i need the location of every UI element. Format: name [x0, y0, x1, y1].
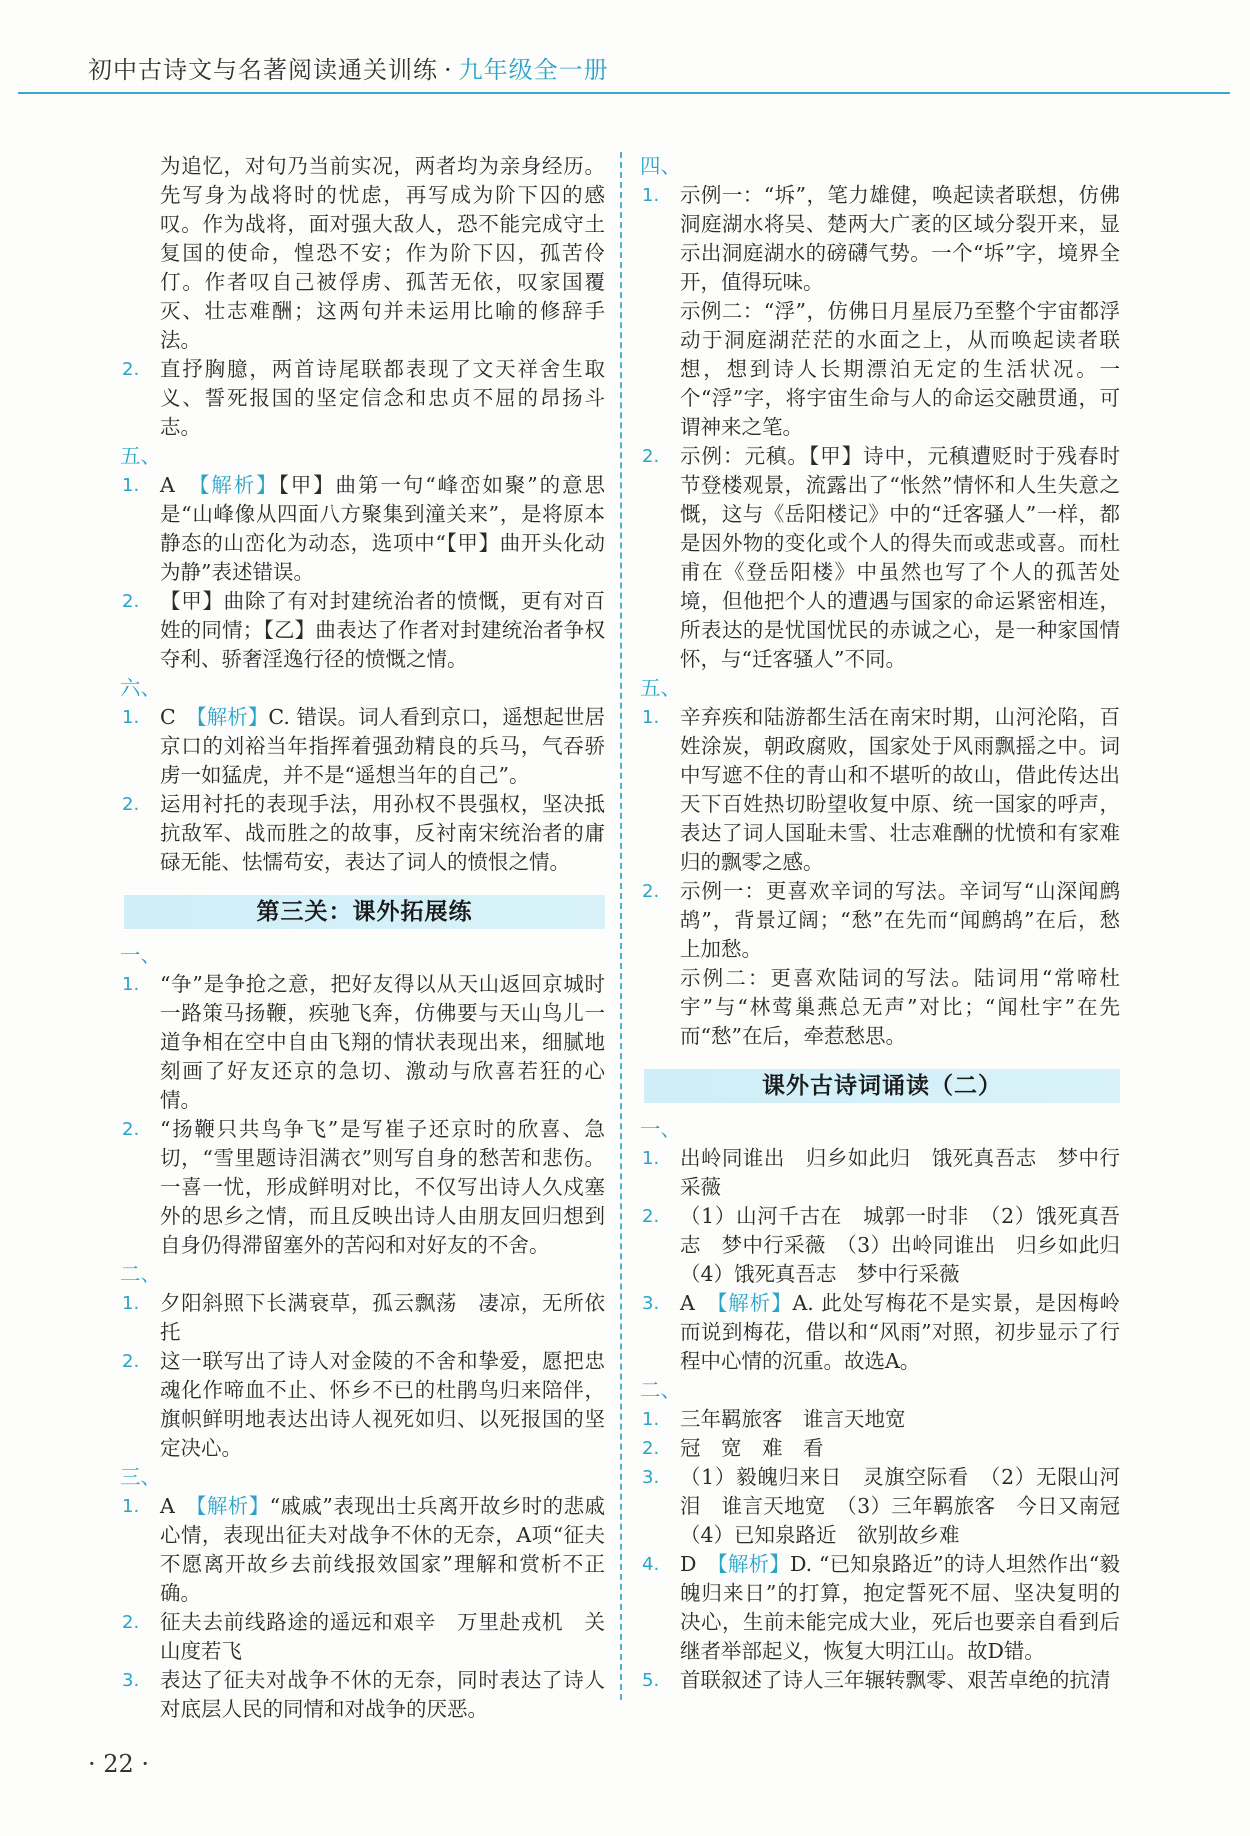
answer-text: C. 错误。词人看到京口，遥想起世居京口的刘裕当年指挥着强劲精良的兵马，气吞骄虏一如猛虎，并不是“遥想当年的自己”。 [160, 705, 606, 787]
answer-choice: C [160, 705, 197, 729]
answer-text: 这一联写出了诗人对金陵的不舍和挚爱，愿把忠魂化作啼血不止、怀乡不已的杜鹃鸟归来陪伴，旗帜鲜明地表达出诗人视死如归、以死报国的坚定决心。 [160, 1349, 605, 1460]
list-item [120, 703, 605, 790]
section-heading: 五、 [120, 444, 161, 468]
answer-text: 表达了征夫对战争不休的无奈，同时表达了诗人对底层人民的同情和对战争的厌恶。 [160, 1668, 605, 1721]
page-header [88, 52, 1218, 92]
answer-example: 示例二：“浮”，仿佛日月星辰乃至整个宇宙都浮动于洞庭湖茫茫的水面之上，从而唤起读者联想，想到诗人长期漂泊无定的生活状况。一个“浮”字，将宇宙生命与人的命运交融贯通，可谓神来之笔。 [680, 299, 1120, 439]
list-item [640, 703, 1120, 877]
continued-paragraph: 为追忆，对句乃当前实况，两者均为亲身经历。先写身为战将时的忧虑，再写成为阶下囚的感叹。作为战将，面对强大敌人，恐不能完成守土复国的使命，惶恐不安；作为阶下囚，孤苦伶仃。作者叹自己被俘虏、孤苦无依，叹家国覆灭、壮志难酬；这两句并未运用比喻的修辞手法。 [160, 154, 605, 352]
item-number: 2. [642, 881, 660, 902]
item-number: 2. [642, 1438, 660, 1459]
answer-choice: A [160, 1494, 197, 1518]
section-heading: 二、 [120, 1262, 161, 1286]
item-number: 1. [122, 974, 140, 995]
item-number: 3. [642, 1467, 660, 1488]
list-item [120, 1347, 605, 1463]
section-heading: 一、 [640, 1117, 681, 1141]
answer-text: （1）山河千古在 城郭一时非 （2）饿死真吾志 梦中行采薇 （3）出岭同谁出 归乡如此归 （4）饿死真吾志 梦中行采薇 [680, 1204, 1141, 1286]
list-item [640, 877, 1120, 964]
list-item [120, 970, 605, 1115]
answer-text: 三年羁旅客 谁言天地宽 [680, 1407, 906, 1431]
answer-text: 夕阳斜照下长满衰草，孤云飘荡 凄凉，无所依托 [160, 1291, 605, 1344]
list-item [120, 1608, 605, 1666]
list-item [640, 1144, 1120, 1202]
list-item [120, 1666, 605, 1724]
answer-text: 首联叙述了诗人三年辗转飘零、艰苦卓绝的抗清 [680, 1668, 1111, 1692]
answer-choice: D [680, 1552, 718, 1576]
answer-text: 示例一：更喜欢辛词的写法。辛词写“山深闻鹧鸪”，背景辽阔；“愁”在先而“闻鹧鸪”在后，愁上加愁。 [680, 879, 1120, 961]
section-banner: 课外古诗词诵读（二） [644, 1069, 1120, 1103]
item-number: 1. [642, 1148, 660, 1169]
item-number: 2. [642, 1206, 660, 1227]
item-number: 1. [122, 475, 140, 496]
answer-text: 直抒胸臆，两首诗尾联都表现了文天祥舍生取义、誓死报国的坚定信念和忠贞不屈的昂扬斗志。 [160, 357, 605, 439]
list-item [640, 1405, 1120, 1434]
section-heading: 三、 [120, 1465, 161, 1489]
grade-label: 九年级全一册 [458, 56, 609, 84]
list-item [120, 1492, 605, 1608]
section-heading: 一、 [120, 943, 161, 967]
list-item [120, 471, 605, 587]
list-item [640, 181, 1120, 297]
analysis-tag: 【解析】 [717, 1552, 790, 1576]
item-number: 1. [122, 1496, 140, 1517]
item-number: 1. [122, 1293, 140, 1314]
list-item [640, 1202, 1141, 1289]
header-dot: · [444, 56, 453, 84]
analysis-tag: 【解析】 [196, 705, 269, 729]
answer-text: “戚戚”表现出士兵离开故乡时的悲戚心情，表现出征夫对战争不休的无奈，A项“征夫不愿离开故乡去前线报效国家”理解和赏析不正确。 [160, 1494, 606, 1605]
list-item [640, 1463, 1141, 1550]
answer-text: 征夫去前线路途的遥远和艰辛 万里赴戎机 关山度若飞 [160, 1610, 605, 1663]
analysis-tag: 【解析】 [717, 1291, 793, 1315]
answer-text: 【甲】曲第一句“峰峦如聚”的意思是“山峰像从四面八方聚集到潼关来”，是将原本静态的山峦化为动态，选项中“【甲】曲开头化动为静”表述错误。 [160, 473, 605, 584]
item-number: 1. [642, 707, 660, 728]
right-column [640, 152, 1141, 1695]
book-title: 初中古诗文与名著阅读通关训练 [88, 56, 438, 84]
list-item [640, 1434, 1120, 1463]
item-number: 5. [642, 1670, 660, 1691]
answer-example: 示例二：更喜欢陆词的写法。陆词用“常啼杜宇”与“林莺巢燕总无声”对比；“闻杜宇”在先而“愁”在后，牵惹愁思。 [680, 966, 1120, 1048]
answer-text: 冠 宽 难 看 [680, 1436, 824, 1460]
section-heading: 六、 [120, 676, 161, 700]
item-number: 2. [122, 359, 140, 380]
item-number: 2. [122, 591, 140, 612]
item-number: 2. [642, 446, 660, 467]
item-number: 1. [642, 1409, 660, 1430]
answer-text: “争”是争抢之意，把好友得以从天山返回京城时一路策马扬鞭，疾驰飞奔，仿佛要与天山鸟儿一道争相在空中自由飞翔的情状表现出来，细腻地刻画了好友还京的急切、激动与欣喜若狂的心情。 [160, 972, 605, 1112]
item-number: 1. [642, 185, 660, 206]
list-item [120, 1115, 605, 1260]
answer-text: 出岭同谁出 归乡如此归 饿死真吾志 梦中行采薇 [680, 1146, 1120, 1199]
answer-choice: A [680, 1291, 718, 1315]
list-item [120, 587, 605, 674]
left-column [120, 152, 605, 1724]
answer-text: “扬鞭只共鸟争飞”是写崔子还京时的欣喜、急切，“雪里题诗泪满衣”则写自身的愁苦和悲伤。一喜一忧，形成鲜明对比，不仅写出诗人久戍塞外的思乡之情，而且反映出诗人由朋友回归想到自身仍得滞留塞外的苦闷和对好友的不舍。 [160, 1117, 605, 1257]
answer-choice: A [160, 473, 200, 497]
analysis-tag: 【解析】 [199, 473, 279, 497]
section-heading: 二、 [640, 1378, 681, 1402]
list-item [120, 355, 605, 442]
item-number: 2. [122, 1119, 140, 1140]
list-item [120, 1289, 605, 1347]
column-divider [620, 152, 622, 1700]
answer-text: D. “已知泉路近”的诗人坦然作出“毅魄归来日”的打算，抱定誓死不屈、坚决复明的决心，生前未能完成大业，死后也要亲自看到后继者举部起义，恢复大明江山。故D错。 [680, 1552, 1120, 1663]
answer-text: 【甲】曲除了有对封建统治者的愤慨，更有对百姓的同情；【乙】曲表达了作者对封建统治者争权夺利、骄奢淫逸行径的愤慨之情。 [160, 589, 605, 671]
item-number: 2. [122, 1351, 140, 1372]
item-number: 4. [642, 1554, 660, 1575]
answer-text: 示例一：“坼”，笔力雄健，唤起读者联想，仿佛洞庭湖水将吴、楚两大广袤的区域分裂开来，显示出洞庭湖水的磅礴气势。一个“坼”字，境界全开，值得玩味。 [680, 183, 1120, 294]
item-number: 2. [122, 1612, 140, 1633]
answer-text: （1）毅魄归来日 灵旗空际看 （2）无限山河泪 谁言天地宽 （3）三年羁旅客 今日又南冠 （4）已知泉路近 欲别故乡难 [680, 1465, 1141, 1547]
list-item [640, 1666, 1120, 1695]
section-banner: 第三关：课外拓展练 [124, 895, 605, 929]
page-number: · 22 · [88, 1750, 150, 1778]
item-number: 3. [642, 1293, 660, 1314]
section-heading: 五、 [640, 676, 681, 700]
answer-text: 辛弃疾和陆游都生活在南宋时期，山河沦陷，百姓涂炭，朝政腐败，国家处于风雨飘摇之中。词中写遮不住的青山和不堪听的故山，借此传达出天下百姓热切盼望收复中原、统一国家的呼声，表达了词人国耻未雪、壮志难酬的忧愤和有家难归的飘零之感。 [680, 705, 1120, 874]
item-number: 2. [122, 794, 140, 815]
list-item [640, 442, 1120, 674]
analysis-tag: 【解析】 [196, 1494, 270, 1518]
item-number: 1. [122, 707, 140, 728]
header-rule [18, 92, 1230, 94]
answer-text: A. 此处写梅花不是实景，是因梅岭而说到梅花，借以和“风雨”对照，初步显示了行程中心情的沉重。故选A。 [680, 1291, 1121, 1373]
section-heading: 四、 [640, 154, 681, 178]
answer-text: 运用衬托的表现手法，用孙权不畏强权，坚决抵抗敌军、战而胜之的故事，反衬南宋统治者的庸碌无能、怯懦苟安，表达了词人的愤恨之情。 [160, 792, 605, 874]
item-number: 3. [122, 1670, 140, 1691]
list-item [640, 1550, 1120, 1666]
list-item [640, 1289, 1120, 1376]
answer-text: 示例：元稹。【甲】诗中，元稹遭贬时于残春时节登楼观景，流露出了“怅然”情怀和人生失意之慨，这与《岳阳楼记》中的“迁客骚人”一样，都是因外物的变化或个人的得失而或悲或喜。而杜甫在《登岳阳楼》中虽然也写了个人的孤苦处境，但他把个人的遭遇与国家的命运紧密相连，所表达的是忧国忧民的赤诚之心，是一种家国情怀，与“迁客骚人”不同。 [680, 444, 1120, 671]
list-item [120, 790, 605, 877]
